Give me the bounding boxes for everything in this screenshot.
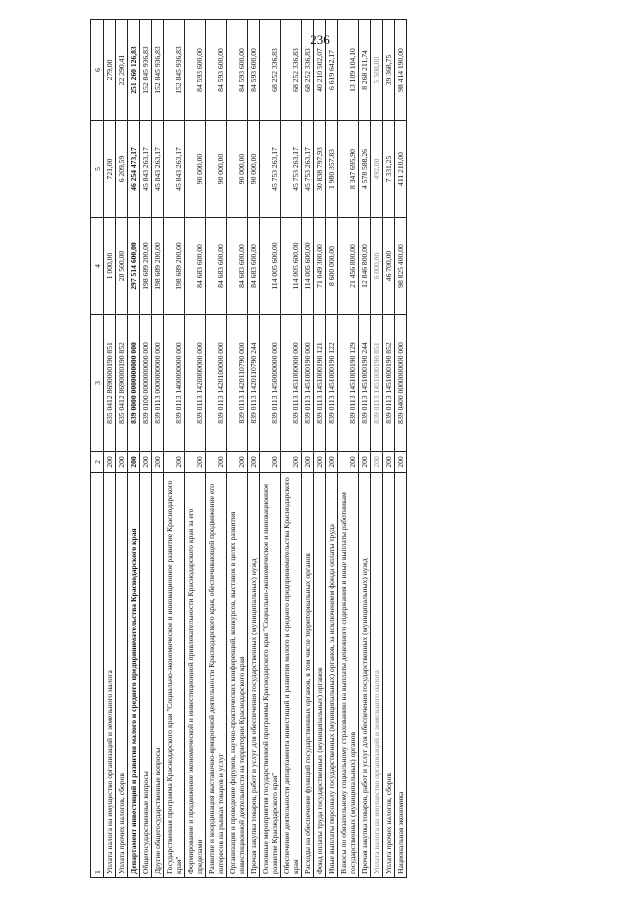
table-row xyxy=(185,20,206,878)
row-rest-cell: 279,00 xyxy=(104,20,116,121)
row-name-cell: Расходы на обеспечение функций государственных органов, в том числе территориальных органов xyxy=(302,473,314,878)
rotated-table-inner xyxy=(90,46,610,878)
row-plan-cell: 6 000,00 xyxy=(371,218,383,315)
row-code-cell: 200 xyxy=(152,452,164,473)
row-plan-cell: 84 683 600,00 xyxy=(206,218,227,315)
column-header: 4 xyxy=(91,218,104,315)
row-plan-cell: 46 700,00 xyxy=(383,218,395,315)
row-code-cell: 200 xyxy=(326,452,338,473)
row-rest-cell: 13 109 104,10 xyxy=(338,20,359,121)
row-exec-cell: 7 331,25 xyxy=(383,121,395,218)
column-header: 3 xyxy=(91,315,104,452)
row-name-cell: Развитие и координация выставочно-ярмарочной деятельности Краснодарского края, обеспечивающей продвижение его интересов на рынках товаров и услуг xyxy=(206,473,227,878)
row-plan-cell: 84 683 600,00 xyxy=(185,218,206,315)
row-plan-cell: 297 514 600,00 xyxy=(128,218,140,315)
row-exec-cell: 90 000,00 xyxy=(227,121,248,218)
row-rest-cell: 68 252 336,83 xyxy=(281,20,302,121)
table-row xyxy=(206,20,227,878)
budget-table xyxy=(90,19,407,878)
table-row xyxy=(140,20,152,878)
row-kbk-cell: 839 0113 1451000190 000 xyxy=(302,315,314,452)
row-code-cell: 200 xyxy=(260,452,281,473)
row-exec-cell: 411 210,00 xyxy=(395,121,407,218)
row-rest-cell: 98 414 190,00 xyxy=(395,20,407,121)
row-kbk-cell: 839 0113 1451000190 852 xyxy=(383,315,395,452)
row-exec-cell: 90 000,00 xyxy=(248,121,260,218)
row-name-cell: Уплата прочих налогов, сборов xyxy=(116,473,128,878)
row-name-cell: Фонд оплаты труда государственных (муниципальных) органов xyxy=(314,473,326,878)
row-plan-cell: 84 683 600,00 xyxy=(248,218,260,315)
row-code-cell: 200 xyxy=(227,452,248,473)
row-name-cell: Уплата налога на имущество организаций и земельного налога xyxy=(104,473,116,878)
row-plan-cell: 198 689 200,00 xyxy=(140,218,152,315)
row-exec-cell: 492,00 xyxy=(371,121,383,218)
table-row xyxy=(395,20,407,878)
row-rest-cell: 152 845 936,83 xyxy=(164,20,185,121)
row-name-cell: Национальная экономика xyxy=(395,473,407,878)
row-name-cell: Прочая закупка товаров, работ и услуг для обеспечения государственных (муниципальных) нужд xyxy=(248,473,260,878)
row-plan-cell: 21 456 800,00 xyxy=(338,218,359,315)
row-exec-cell: 45 843 263,17 xyxy=(164,121,185,218)
row-exec-cell: 90 000,00 xyxy=(185,121,206,218)
row-exec-cell: 45 843 263,17 xyxy=(152,121,164,218)
row-rest-cell: 152 845 936,83 xyxy=(152,20,164,121)
row-name-cell: Основные мероприятия государственной программы Краснодарского края "Социально-экономическое и инновационное развитие Краснодарского края" xyxy=(260,473,281,878)
row-name-cell: Формирование и продвижение экономической и инвестиционной привлекательности Краснодарского края за его пределами xyxy=(185,473,206,878)
table-row xyxy=(104,20,116,878)
row-exec-cell: 4 578 588,26 xyxy=(359,121,371,218)
table-header-row xyxy=(91,20,104,878)
row-kbk-cell: 839 0400 0000000000 000 xyxy=(395,315,407,452)
row-rest-cell: 68 252 336,83 xyxy=(260,20,281,121)
table-row xyxy=(281,20,302,878)
table-row xyxy=(128,20,140,878)
table-row xyxy=(338,20,359,878)
row-exec-cell: 45 753 263,17 xyxy=(281,121,302,218)
row-rest-cell: 84 593 600,00 xyxy=(206,20,227,121)
row-plan-cell: 114 005 600,00 xyxy=(302,218,314,315)
row-name-cell: Другие общегосударственные вопросы xyxy=(152,473,164,878)
table-row xyxy=(314,20,326,878)
row-name-cell: Обеспечение деятельности департамента инвестиций и развития малого и среднего предпринимательства Краснодарского края xyxy=(281,473,302,878)
row-plan-cell: 98 825 400,00 xyxy=(395,218,407,315)
row-rest-cell: 152 845 936,83 xyxy=(140,20,152,121)
row-kbk-cell: 839 0113 1451000190 129 xyxy=(338,315,359,452)
row-plan-cell: 71 049 300,00 xyxy=(314,218,326,315)
row-rest-cell: 84 593 600,00 xyxy=(248,20,260,121)
row-kbk-cell: 839 0113 1450000000 000 xyxy=(260,315,281,452)
table-row xyxy=(164,20,185,878)
column-header: 5 xyxy=(91,121,104,218)
row-kbk-cell: 839 0113 1451000190 121 xyxy=(314,315,326,452)
row-rest-cell: 22 290,41 xyxy=(116,20,128,121)
table-row xyxy=(371,20,383,878)
row-exec-cell: 45 753 263,17 xyxy=(302,121,314,218)
row-name-cell: Государственная программа Краснодарского края "Социально-экономическое и инновационное развитие Краснодарского края" xyxy=(164,473,185,878)
column-header: 1 xyxy=(91,473,104,878)
row-kbk-cell: 839 0100 0000000000 000 xyxy=(140,315,152,452)
row-plan-cell: 12 846 800,00 xyxy=(359,218,371,315)
row-exec-cell: 90 000,00 xyxy=(206,121,227,218)
row-name-cell: Департамент инвестиций и развития малого и среднего предпринимательства Краснодарского края xyxy=(128,473,140,878)
row-code-cell: 200 xyxy=(185,452,206,473)
column-header: 6 xyxy=(91,20,104,121)
row-code-cell: 200 xyxy=(338,452,359,473)
row-exec-cell: 721,00 xyxy=(104,121,116,218)
table-row xyxy=(152,20,164,878)
row-name-cell: Организация и проведение форумов, научно-практических конференций, конкурсов, выставок в целях развития инвестиционной деятельности на территории Краснодарского края xyxy=(227,473,248,878)
row-name-cell: Взносы по обязательному социальному страхованию на выплаты денежного содержания и иные выплаты работникам государственных (муниципальных) органов xyxy=(338,473,359,878)
row-code-cell: 200 xyxy=(314,452,326,473)
row-plan-cell: 114 005 600,00 xyxy=(281,218,302,315)
row-code-cell: 200 xyxy=(383,452,395,473)
row-code-cell: 200 xyxy=(116,452,128,473)
row-plan-cell: 1 000,00 xyxy=(104,218,116,315)
row-name-cell: Общегосударственные вопросы xyxy=(140,473,152,878)
row-rest-cell: 6 619 642,17 xyxy=(326,20,338,121)
row-kbk-cell: 839 0000 0000000000 000 xyxy=(128,315,140,452)
table-row xyxy=(326,20,338,878)
table-row xyxy=(383,20,395,878)
row-name-cell: Уплата прочих налогов, сборов xyxy=(383,473,395,878)
table-row xyxy=(302,20,314,878)
row-code-cell: 200 xyxy=(395,452,407,473)
row-kbk-cell: 839 0113 1420110790 244 xyxy=(248,315,260,452)
row-kbk-cell: 835 0412 8690000190 851 xyxy=(104,315,116,452)
row-code-cell: 200 xyxy=(371,452,383,473)
row-plan-cell: 84 683 600,00 xyxy=(227,218,248,315)
row-code-cell: 200 xyxy=(359,452,371,473)
row-kbk-cell: 835 0412 8690000190 852 xyxy=(116,315,128,452)
row-code-cell: 200 xyxy=(302,452,314,473)
row-rest-cell: 5 508,00 xyxy=(371,20,383,121)
row-kbk-cell: 839 0113 1451000190 851 xyxy=(371,315,383,452)
row-plan-cell: 114 005 600,00 xyxy=(260,218,281,315)
table-body xyxy=(104,20,407,878)
row-code-cell: 200 xyxy=(140,452,152,473)
table-row xyxy=(248,20,260,878)
rotated-table-container xyxy=(90,46,610,878)
row-kbk-cell: 839 0113 1451000190 122 xyxy=(326,315,338,452)
row-exec-cell: 45 753 263,17 xyxy=(260,121,281,218)
row-rest-cell: 84 593 600,00 xyxy=(185,20,206,121)
row-name-cell: Иные выплаты персоналу государственных (муниципальных) органов, за исключением фонда оплаты труда xyxy=(326,473,338,878)
row-kbk-cell: 839 0113 0000000000 000 xyxy=(152,315,164,452)
row-exec-cell: 46 254 473,17 xyxy=(128,121,140,218)
row-name-cell: Прочая закупка товаров, работ и услуг для обеспечения государственных (муниципальных) нужд xyxy=(359,473,371,878)
row-kbk-cell: 839 0113 1420110790 000 xyxy=(227,315,248,452)
row-plan-cell: 198 689 200,00 xyxy=(164,218,185,315)
table-row xyxy=(359,20,371,878)
row-rest-cell: 39 368,75 xyxy=(383,20,395,121)
row-plan-cell: 198 689 200,00 xyxy=(152,218,164,315)
page-number: 236 xyxy=(310,32,330,47)
row-code-cell: 200 xyxy=(128,452,140,473)
row-code-cell: 200 xyxy=(104,452,116,473)
row-exec-cell: 6 209,59 xyxy=(116,121,128,218)
row-plan-cell: 8 600 000,00 xyxy=(326,218,338,315)
column-header: 2 xyxy=(91,452,104,473)
row-rest-cell: 251 260 126,83 xyxy=(128,20,140,121)
row-exec-cell: 1 980 357,83 xyxy=(326,121,338,218)
row-plan-cell: 28 500,00 xyxy=(116,218,128,315)
row-exec-cell: 30 838 797,93 xyxy=(314,121,326,218)
row-exec-cell: 8 347 695,90 xyxy=(338,121,359,218)
row-rest-cell: 68 252 336,83 xyxy=(302,20,314,121)
row-kbk-cell: 839 0113 1420000000 000 xyxy=(185,315,206,452)
row-rest-cell: 8 268 211,74 xyxy=(359,20,371,121)
table-row xyxy=(227,20,248,878)
row-rest-cell: 84 593 600,00 xyxy=(227,20,248,121)
row-rest-cell: 40 210 502,07 xyxy=(314,20,326,121)
row-kbk-cell: 839 0113 1451000000 000 xyxy=(281,315,302,452)
row-code-cell: 200 xyxy=(206,452,227,473)
row-name-cell: Уплата налога на имущество организаций и земельного налога xyxy=(371,473,383,878)
table-row xyxy=(260,20,281,878)
row-code-cell: 200 xyxy=(281,452,302,473)
row-kbk-cell: 839 0113 1451000190 244 xyxy=(359,315,371,452)
row-code-cell: 200 xyxy=(164,452,185,473)
row-kbk-cell: 839 0113 1420100000 000 xyxy=(206,315,227,452)
row-kbk-cell: 839 0113 1400000000 000 xyxy=(164,315,185,452)
row-exec-cell: 45 843 263,17 xyxy=(140,121,152,218)
row-code-cell: 200 xyxy=(248,452,260,473)
table-row xyxy=(116,20,128,878)
